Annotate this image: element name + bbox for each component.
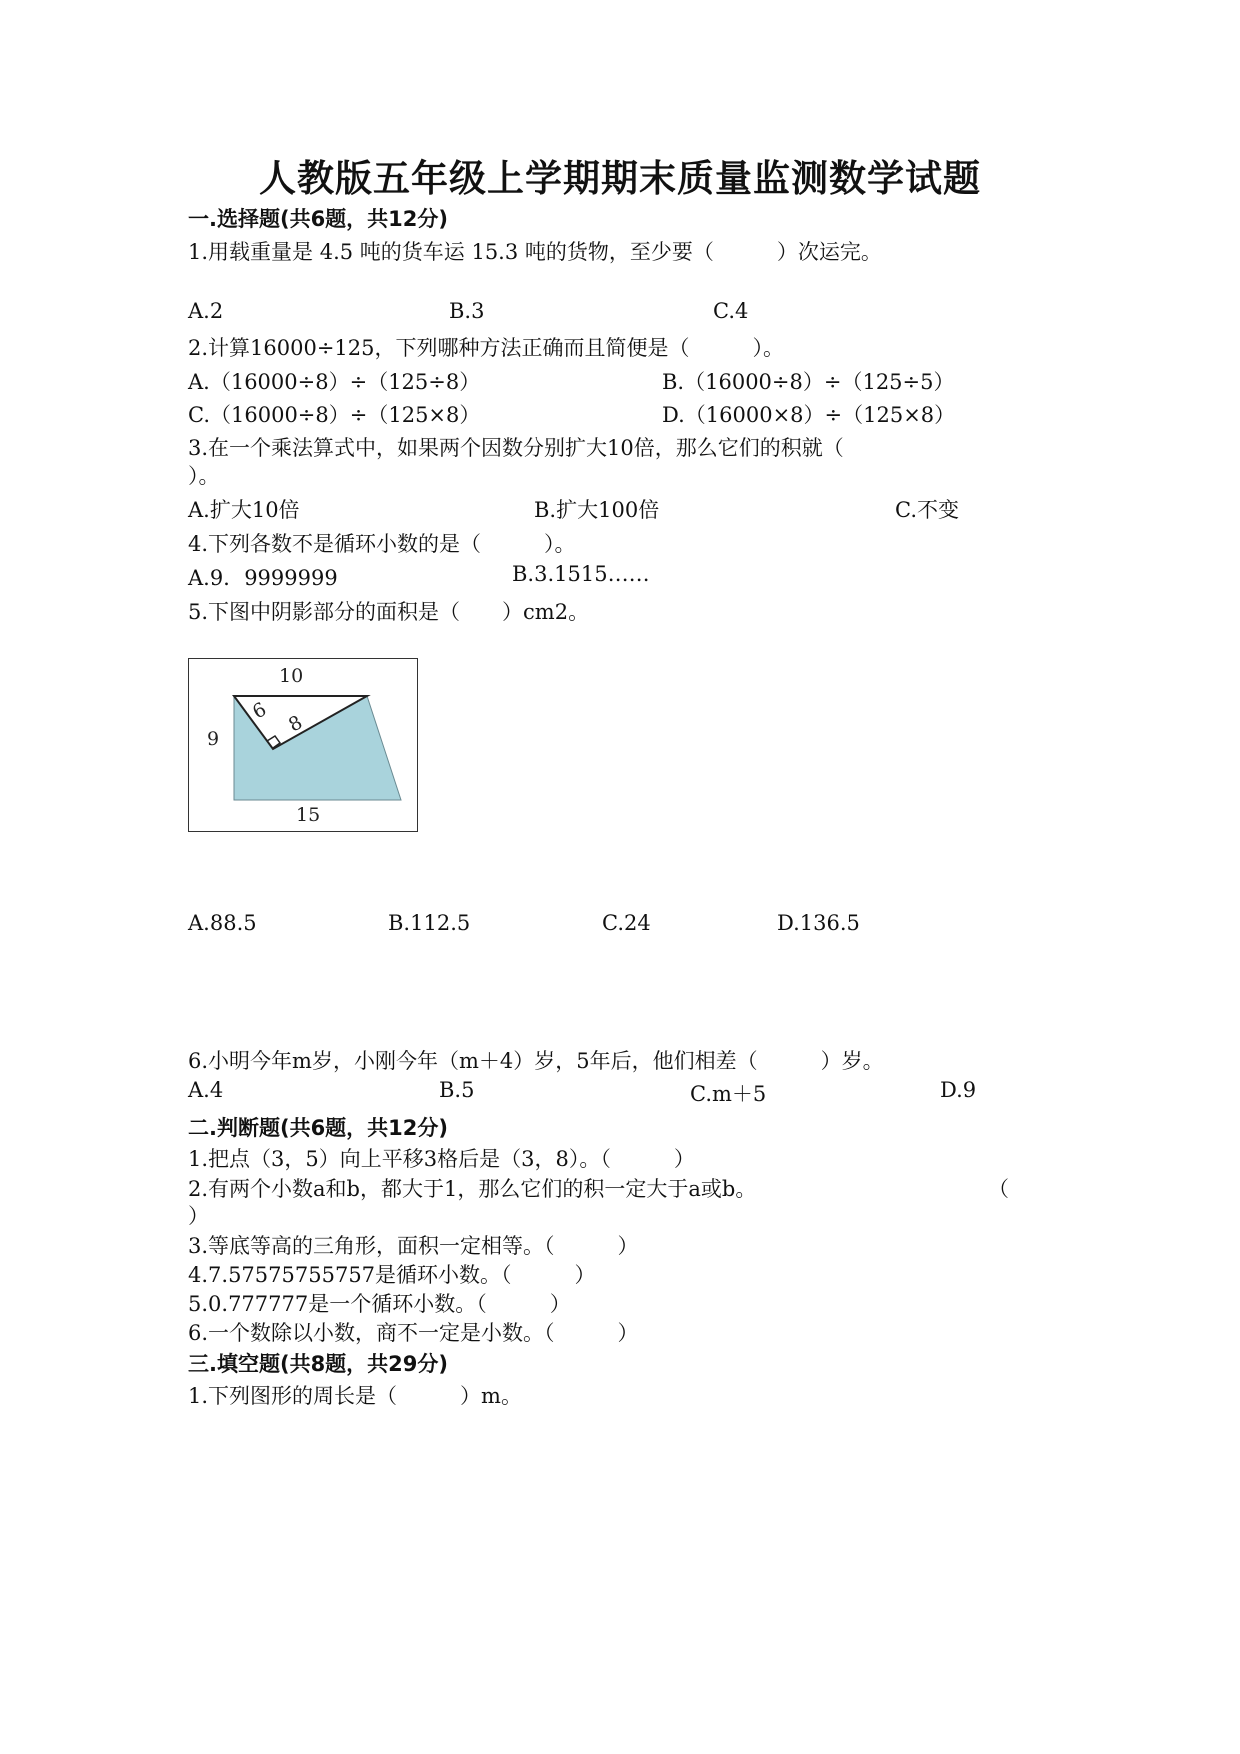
judge-question-6: 6.一个数除以小数，商不一定是小数。（ ） [188,1321,639,1345]
section-heading-fill: 三.填空题(共8题，共29分) [188,1352,449,1376]
question-choice-2: 2.计算16000÷125，下列哪种方法正确而且简便是（ ）。 [188,336,785,360]
option-2c: C.（16000÷8）÷（125×8） [188,403,481,427]
question-choice-1: 1.用载重量是 4.5 吨的货车运 15.3 吨的货物，至少要（ ）次运完。 [188,240,882,264]
option-6d: D.9 [940,1078,977,1102]
question-choice-3: 3.在一个乘法算式中，如果两个因数分别扩大10倍，那么它们的积就（ [188,436,844,460]
judge-question-2-paren: （ [988,1177,1009,1201]
fill-question-1: 1.下列图形的周长是（ ）m。 [188,1384,522,1408]
option-1c: C.4 [713,299,749,323]
judge-question-3: 3.等底等高的三角形，面积一定相等。（ ） [188,1234,639,1258]
label-bottom: 15 [296,804,321,826]
option-4b: B.3.1515…… [512,562,650,586]
label-top: 10 [279,665,304,687]
label-left: 9 [207,728,220,750]
label-leg-b: 8 [285,711,307,737]
shaded-area-figure [188,658,418,832]
judge-question-1: 1.把点（3，5）向上平移3格后是（3，8）。（ ） [188,1147,695,1171]
option-6a: A.4 [188,1078,224,1102]
judge-question-4: 4.7.57575755757是循环小数。（ ） [188,1263,596,1287]
option-2b: B.（16000÷8）÷（125÷5） [662,370,955,394]
question-choice-3-cont: ）。 [188,464,220,488]
option-2a: A.（16000÷8）÷（125÷8） [188,370,481,394]
option-5b: B.112.5 [388,911,471,935]
question-choice-5: 5.下图中阴影部分的面积是（ ）cm2。 [188,600,590,624]
judge-question-5: 5.0.777777是一个循环小数。（ ） [188,1292,571,1316]
label-leg-a: 6 [249,698,271,724]
option-6c: C.m＋5 [690,1082,767,1106]
judge-question-2: 2.有两个小数a和b，都大于1，那么它们的积一定大于a或b。 [188,1177,757,1201]
option-3b: B.扩大100倍 [534,498,660,522]
option-3a: A.扩大10倍 [188,498,300,522]
option-3c: C.不变 [895,498,959,522]
option-5c: C.24 [602,911,651,935]
option-5a: A.88.5 [188,911,257,935]
question-choice-6: 6.小明今年m岁，小刚今年（m＋4）岁，5年后，他们相差（ ）岁。 [188,1049,884,1073]
page-title: 人教版五年级上学期期末质量监测数学试题 [259,157,981,200]
question-choice-4: 4.下列各数不是循环小数的是（ ）。 [188,532,576,556]
option-1b: B.3 [449,299,485,323]
option-2d: D.（16000×8）÷（125×8） [662,403,956,427]
option-5d: D.136.5 [777,911,860,935]
option-6b: B.5 [439,1078,475,1102]
option-4a: A.9．9999999 [188,566,338,590]
section-heading-choice: 一.选择题(共6题，共12分) [188,207,449,231]
judge-question-2-cont: ） [188,1204,209,1228]
option-1a: A.2 [188,299,224,323]
section-heading-judge: 二.判断题(共6题，共12分) [188,1116,449,1140]
